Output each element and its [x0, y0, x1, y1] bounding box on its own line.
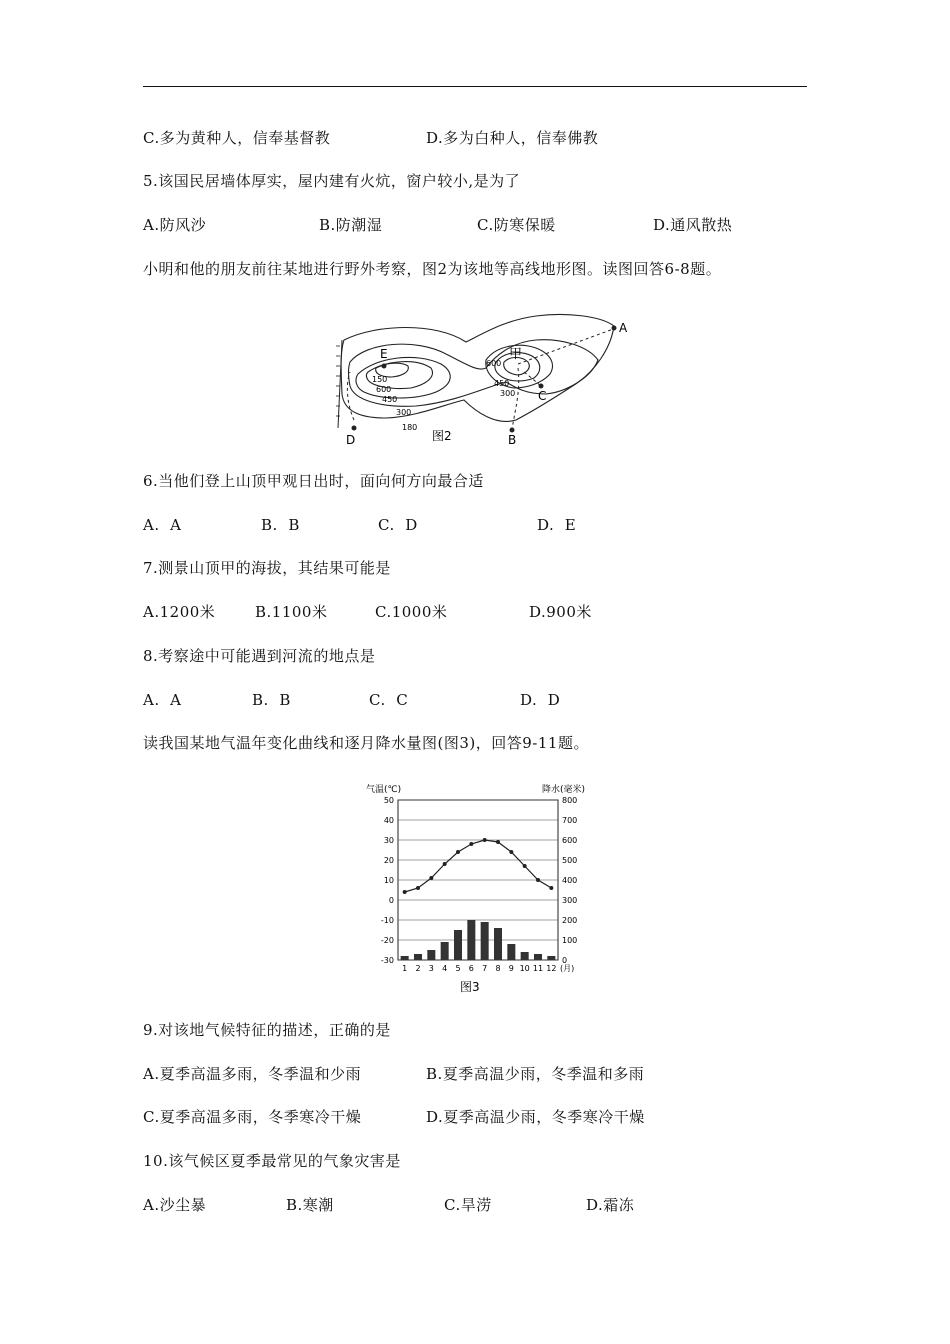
contour-label-600-right: 600	[486, 359, 502, 368]
q5-stem: 5.该国民居墙体厚实，屋内建有火炕，窗户较小,是为了	[143, 172, 521, 190]
temperature-point	[403, 890, 407, 894]
precip-bar	[547, 956, 555, 960]
map-label-e: E	[380, 347, 388, 361]
precip-tick-label: 0	[562, 956, 568, 965]
temperature-point	[523, 864, 527, 868]
left-axis-label: 气温(℃)	[366, 785, 402, 795]
q8-option-a: A. A	[143, 691, 182, 709]
contour-label-600-left: 600	[376, 385, 392, 394]
month-tick-label: 6	[468, 964, 474, 973]
precip-tick-label: 100	[562, 936, 578, 945]
contour-label-180: 180	[402, 423, 418, 432]
temperature-line	[405, 840, 552, 892]
temp-tick-label: 30	[383, 836, 394, 845]
precip-tick-label: 400	[562, 876, 578, 885]
precip-bar	[467, 920, 475, 960]
month-tick-label: 7	[482, 964, 488, 973]
month-tick-label: 11	[532, 964, 544, 973]
q7-option-b: B.1100米	[255, 603, 328, 621]
map-label-c: C	[538, 389, 547, 403]
temp-tick-label: -30	[380, 956, 394, 965]
precip-bar	[454, 930, 462, 960]
precip-bar	[494, 928, 502, 960]
contour-label-300-left: 300	[396, 408, 412, 417]
temperature-point	[536, 878, 540, 882]
q5-option-a: A.防风沙	[143, 216, 207, 234]
q5-option-d: D.通风散热	[653, 216, 733, 234]
map-label-a: A	[619, 321, 628, 335]
precip-tick-label: 200	[562, 916, 578, 925]
q6-option-b: B. B	[261, 516, 300, 534]
q8-stem: 8.考察途中可能遇到河流的地点是	[143, 647, 376, 665]
q4-option-d: D.多为白种人，信奉佛教	[426, 129, 599, 147]
q9-option-c: C.夏季高温多雨，冬季寒冷干燥	[143, 1108, 362, 1126]
precip-bar	[534, 954, 542, 960]
intro-9-11: 读我国某地气温年变化曲线和逐月降水量图(图3)，回答9-11题。	[143, 734, 589, 752]
temperature-point	[456, 850, 460, 854]
map-label-jia: 甲	[509, 347, 523, 362]
fig2-caption: 图2	[432, 429, 452, 443]
temperature-point	[443, 862, 447, 866]
month-tick-label: 8	[495, 964, 501, 973]
q6-stem: 6.当他们登上山顶甲观日出时，面向何方向最合适	[143, 472, 484, 490]
temp-tick-label: 40	[383, 816, 394, 825]
precip-bar	[401, 956, 409, 960]
q10-option-c: C.旱涝	[444, 1196, 492, 1214]
temperature-point	[509, 850, 513, 854]
q4-option-c: C.多为黄种人，信奉基督教	[143, 129, 331, 147]
q10-stem: 10.该气候区夏季最常见的气象灾害是	[143, 1152, 401, 1170]
precip-bar	[507, 944, 515, 960]
precip-bar	[481, 922, 489, 960]
month-tick-label: 12	[546, 964, 557, 973]
q7-option-c: C.1000米	[375, 603, 448, 621]
temp-tick-label: -10	[380, 916, 394, 925]
month-tick-label: 3	[428, 964, 434, 973]
q7-stem: 7.测景山顶甲的海拔，其结果可能是	[143, 559, 391, 577]
q8-option-c: C. C	[369, 691, 409, 709]
q5-option-c: C.防寒保暖	[477, 216, 556, 234]
fig3-caption: 图3	[460, 980, 480, 994]
month-tick-label: 9	[508, 964, 514, 973]
q6-option-a: A. A	[143, 516, 182, 534]
map-label-d: D	[346, 433, 356, 447]
q10-option-d: D.霜冻	[586, 1196, 635, 1214]
precip-tick-label: 700	[562, 816, 578, 825]
header-rule	[143, 86, 807, 87]
precip-tick-label: 600	[562, 836, 578, 845]
month-tick-label: 2	[415, 964, 421, 973]
precip-bar	[521, 952, 529, 960]
temp-tick-label: 0	[388, 896, 394, 905]
precip-bar	[414, 954, 422, 960]
q6-option-d: D. E	[537, 516, 577, 534]
month-tick-label: 10	[519, 964, 530, 973]
contour-label-150: 150	[372, 375, 388, 384]
q8-option-b: B. B	[252, 691, 291, 709]
climate-chart-svg	[362, 778, 594, 996]
temperature-point	[549, 886, 553, 890]
q9-option-d: D.夏季高温少雨，冬季寒冷干燥	[426, 1108, 645, 1126]
q9-option-a: A.夏季高温多雨，冬季温和少雨	[143, 1065, 362, 1083]
q6-option-c: C. D	[378, 516, 418, 534]
contour-map-svg	[336, 302, 636, 448]
temp-tick-label: 10	[383, 876, 394, 885]
month-tick-label: 5	[455, 964, 461, 973]
temperature-point	[429, 876, 433, 880]
precip-tick-label: 300	[562, 896, 578, 905]
month-tick-label: 4	[442, 964, 448, 973]
figure-2-contour-map	[336, 302, 636, 448]
temperature-point	[496, 840, 500, 844]
map-label-b: B	[508, 433, 517, 447]
q10-option-a: A.沙尘暴	[143, 1196, 207, 1214]
q7-option-a: A.1200米	[143, 603, 216, 621]
q9-option-b: B.夏季高温少雨，冬季温和多雨	[426, 1065, 645, 1083]
contour-label-300-right: 300	[500, 389, 516, 398]
temperature-point	[469, 842, 473, 846]
q8-option-d: D. D	[520, 691, 561, 709]
q9-stem: 9.对该地气候特征的描述，正确的是	[143, 1021, 391, 1039]
q7-option-d: D.900米	[529, 603, 592, 621]
temp-tick-label: 20	[383, 856, 394, 865]
right-axis-label: 降水(毫米)	[542, 785, 586, 795]
month-tick-label: 1	[402, 964, 408, 973]
q5-option-b: B.防潮湿	[319, 216, 383, 234]
precip-bar	[441, 942, 449, 960]
figure-3-climate-chart	[362, 778, 594, 996]
temp-tick-label: -20	[380, 936, 394, 945]
temperature-point	[416, 886, 420, 890]
intro-6-8: 小明和他的朋友前往某地进行野外考察，图2为该地等高线地形图。读图回答6-8题。	[143, 260, 722, 278]
precip-bar	[427, 950, 435, 960]
q10-option-b: B.寒潮	[286, 1196, 334, 1214]
contour-label-450-left: 450	[382, 395, 398, 404]
temp-tick-label: 50	[383, 796, 394, 805]
contour-label-450-right: 450	[494, 379, 510, 388]
precip-tick-label: 500	[562, 856, 578, 865]
month-unit-label: (月)	[560, 964, 575, 973]
temperature-point	[483, 838, 487, 842]
precip-tick-label: 800	[562, 796, 578, 805]
